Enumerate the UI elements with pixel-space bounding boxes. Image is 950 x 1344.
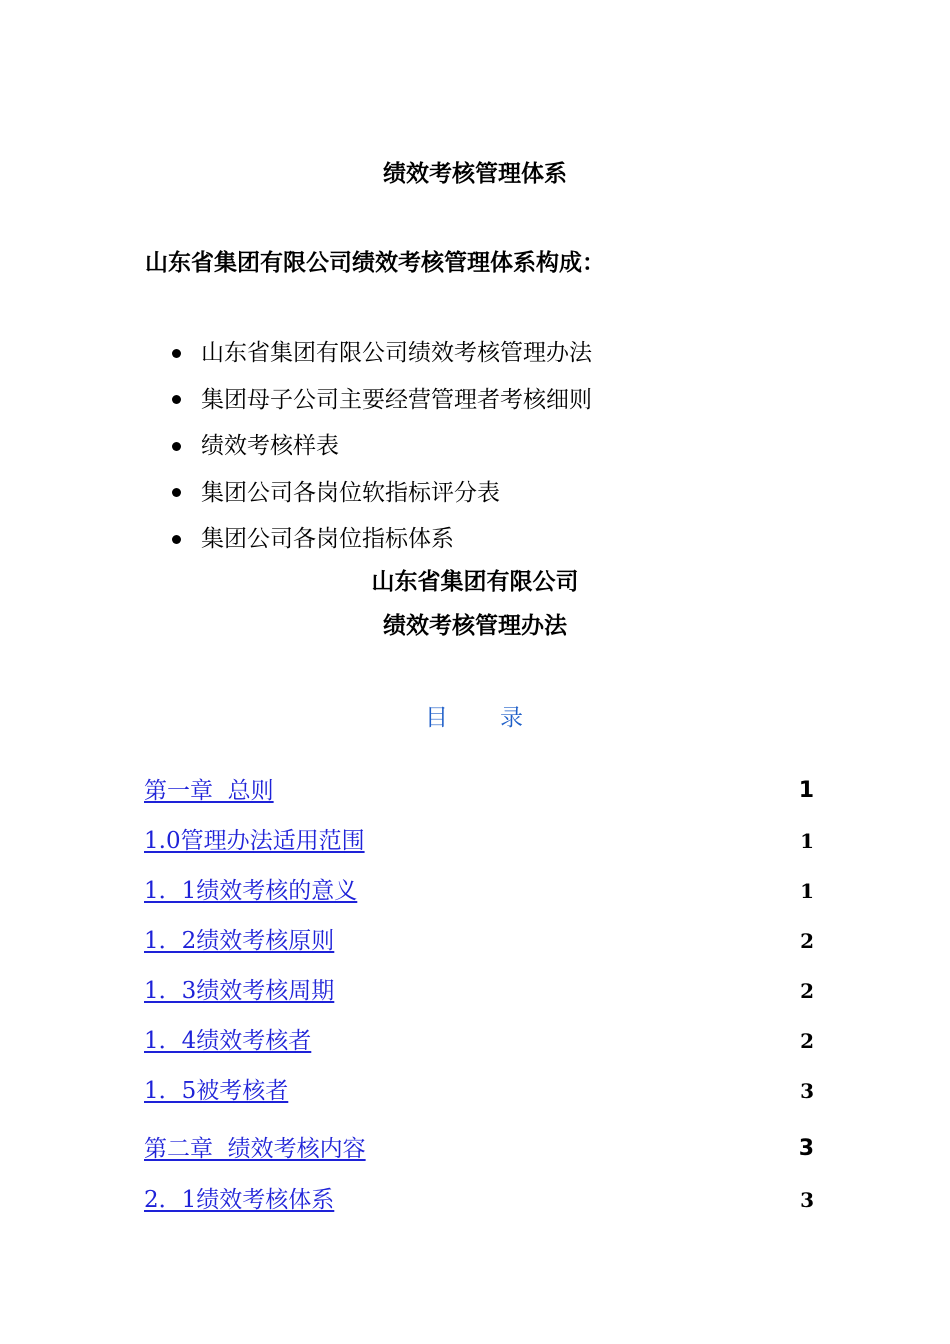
toc-page-number: 3 (800, 1188, 814, 1212)
toc-title (0, 700, 950, 736)
toc-link-1-3[interactable]: 1．3绩效考核周期 (144, 978, 335, 1004)
list-item (168, 377, 592, 424)
toc-entry (144, 1018, 814, 1068)
toc-page-number: 2 (800, 929, 814, 953)
toc-link-1-0[interactable]: 1.0管理办法适用范围 (144, 828, 365, 854)
measures-heading: 绩效考核管理办法 (383, 613, 567, 639)
list-item-text: 集团公司各岗位软指标评分表 (201, 479, 500, 506)
toc-link-chapter-2[interactable]: 第二章 绩效考核内容 (144, 1136, 366, 1162)
list-item (168, 516, 592, 563)
toc-entry (144, 1177, 814, 1227)
bullet-icon (172, 349, 181, 358)
toc-title-char: 目 (425, 705, 450, 731)
list-item (168, 423, 592, 470)
list-item-text: 集团母子公司主要经营管理者考核细则 (201, 386, 592, 413)
toc-entry (144, 1068, 814, 1118)
bullet-icon (172, 395, 181, 404)
toc-page-number: 2 (800, 1029, 814, 1053)
table-of-contents (144, 768, 814, 1227)
toc-entry (144, 868, 814, 918)
composition-heading: 山东省集团有限公司绩效考核管理体系构成： (145, 250, 605, 276)
toc-link-1-1[interactable]: 1．1绩效考核的意义 (144, 878, 358, 904)
toc-link-1-4[interactable]: 1．4绩效考核者 (144, 1028, 312, 1054)
document-title: 绩效考核管理体系 (383, 161, 567, 187)
company-name-heading: 山东省集团有限公司 (371, 569, 579, 595)
bullet-icon (172, 535, 181, 544)
list-item (168, 470, 592, 517)
toc-entry (144, 968, 814, 1018)
toc-title-char: 录 (500, 705, 525, 731)
toc-page-number: 1 (798, 778, 814, 803)
toc-entry (144, 918, 814, 968)
toc-link-chapter-1[interactable]: 第一章 总则 (144, 778, 274, 804)
list-item-text: 集团公司各岗位指标体系 (201, 526, 454, 553)
bullet-icon (172, 442, 181, 451)
toc-entry (144, 1118, 814, 1177)
toc-page-number: 3 (798, 1136, 814, 1161)
toc-page-number: 2 (800, 979, 814, 1003)
list-item-text: 山东省集团有限公司绩效考核管理办法 (201, 340, 592, 367)
toc-page-number: 1 (800, 829, 814, 853)
toc-entry (144, 818, 814, 868)
toc-entry (144, 768, 814, 818)
list-item-text: 绩效考核样表 (201, 433, 339, 460)
toc-page-number: 3 (800, 1079, 814, 1103)
bullet-icon (172, 488, 181, 497)
toc-link-1-2[interactable]: 1．2绩效考核原则 (144, 928, 335, 954)
toc-page-number: 1 (800, 879, 814, 903)
list-item (168, 330, 592, 377)
toc-link-1-5[interactable]: 1．5被考核者 (144, 1078, 289, 1104)
component-list (168, 330, 592, 563)
toc-link-2-1[interactable]: 2．1绩效考核体系 (144, 1187, 335, 1213)
